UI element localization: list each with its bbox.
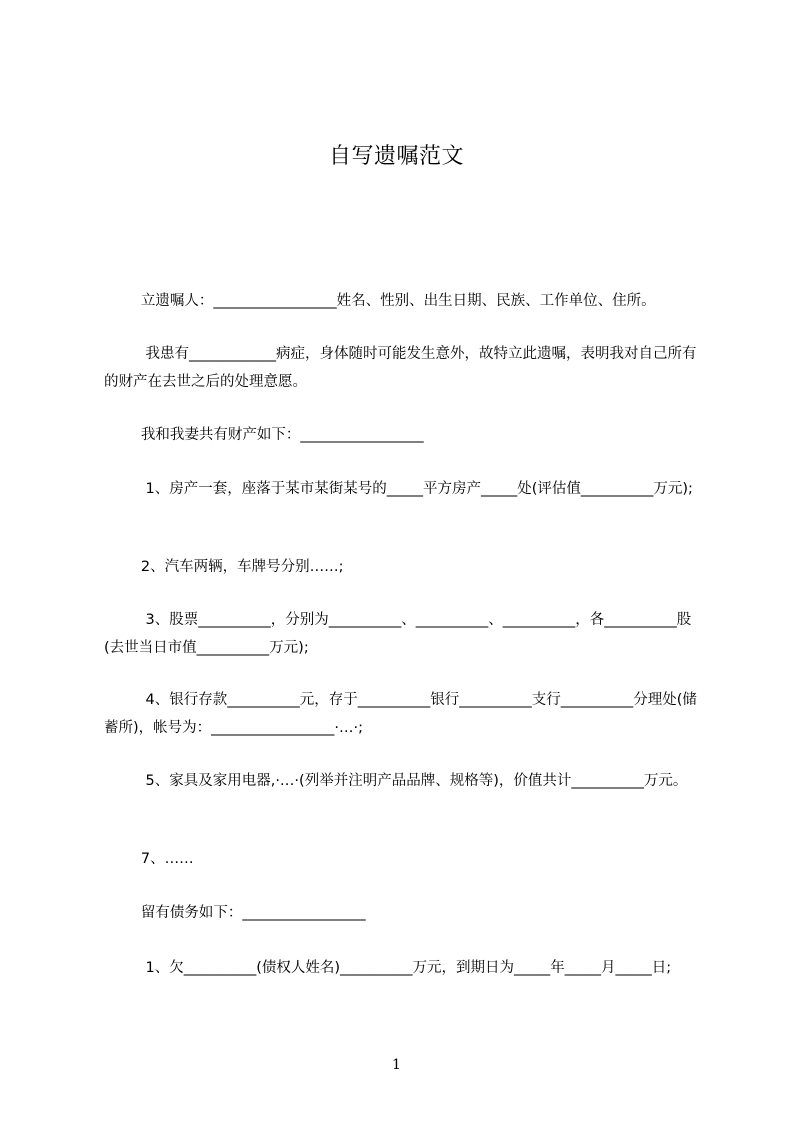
- shared-property-paragraph: 我和我妻共有财产如下：_________________: [104, 427, 424, 443]
- property-item-furniture: 5、家具及家用电器,·…·(列举并注明产品品牌、规格等)，价值共计__________万元。: [104, 773, 688, 789]
- property-item-house: 1、房产一套，座落于某市某街某号的_____平方房产_____处(评估值__________万元);: [104, 481, 693, 497]
- testator-paragraph: 立遗嘱人：_________________姓名、性别、出生日期、民族、工作单位、住所。: [104, 293, 656, 309]
- page-number: 1: [392, 1057, 401, 1073]
- property-item-other: 7、……: [104, 851, 194, 867]
- debts-paragraph: 留有债务如下：_________________: [104, 905, 366, 921]
- illness-paragraph: 我患有____________病症，身体随时可能发生意外，故特立此遗嘱，表明我对自己所有的财产在去世之后的处理意愿。: [104, 346, 697, 390]
- property-item-cars: 2、汽车两辆，车牌号分别……;: [104, 559, 344, 575]
- property-item-bank-deposit: 4、银行存款__________元，存于__________银行__________支行__________分理处(储蓄所)，帐号为：_________________·…·;: [104, 692, 697, 736]
- debt-item-1: 1、欠__________(债权人姓名)__________万元，到期日为_____年_____月_____日;: [104, 960, 672, 976]
- document-title: 自写遗嘱范文: [328, 144, 464, 169]
- property-item-stocks: 3、股票__________，分别为__________、__________、__________，各__________股(去世当日市值__________万元);: [104, 612, 692, 656]
